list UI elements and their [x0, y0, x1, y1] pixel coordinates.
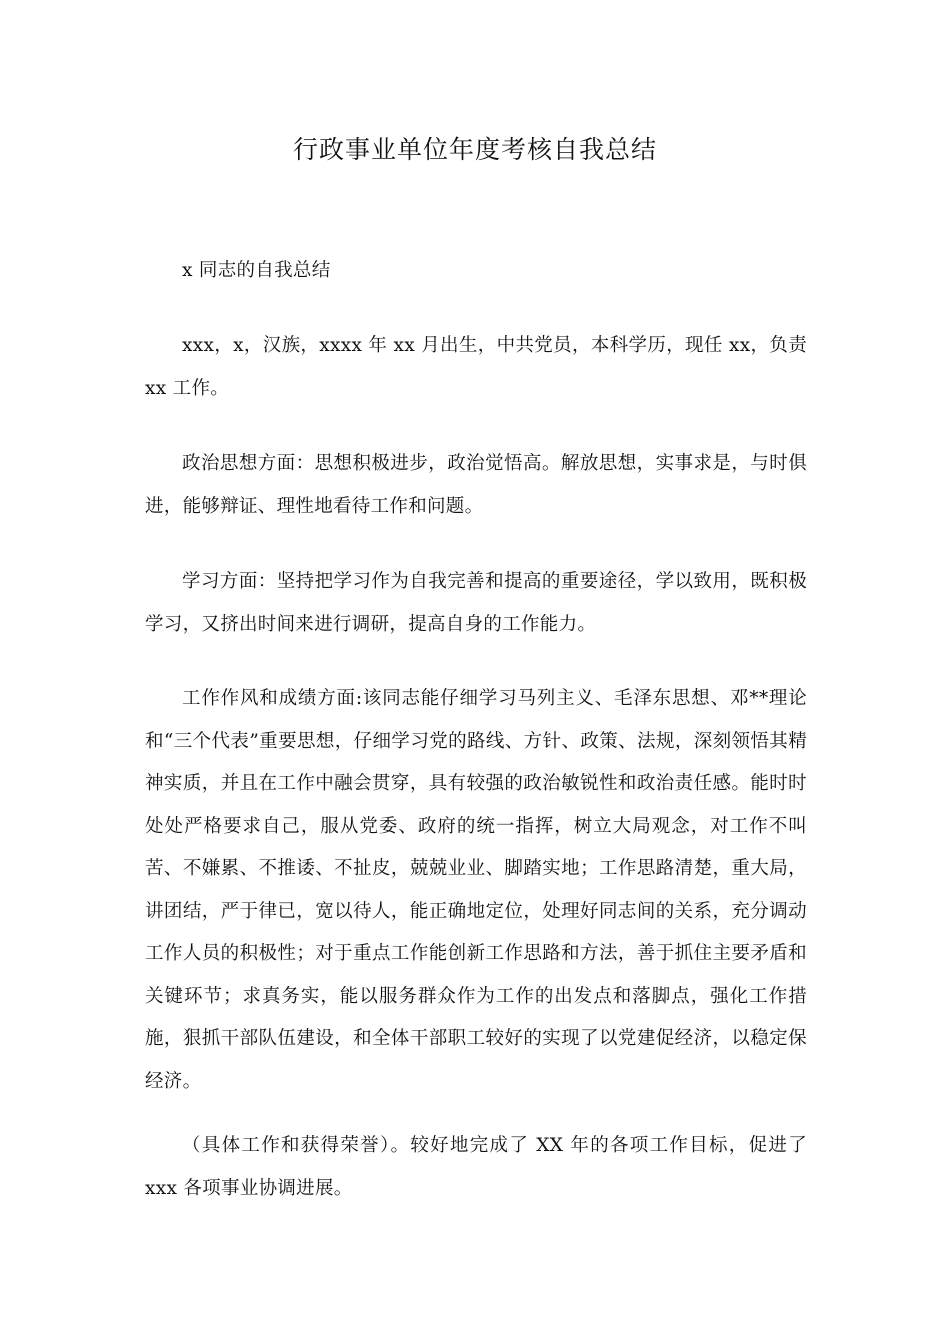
paragraph-achievements: （具体工作和获得荣誉）。较好地完成了 XX 年的各项工作目标，促进了 xxx 各项事业协调进展。 — [145, 1135, 807, 1199]
document-title: 行政事业单位年度考核自我总结 — [292, 135, 657, 164]
paragraph-political: 政治思想方面：思想积极进步，政治觉悟高。解放思想，实事求是，与时俱进，能够辩证、理性地看待工作和问题。 — [145, 453, 807, 517]
paragraph-study: 学习方面：坚持把学习作为自我完善和提高的重要途径，学以致用，既积极学习，又挤出时间来进行调研，提高自身的工作能力。 — [145, 571, 807, 635]
paragraph-work-style: 工作作风和成绩方面:该同志能仔细学习马列主义、毛泽东思想、邓**理论和“三个代表”重要思想，仔细学习党的路线、方针、政策、法规，深刻领悟其精神实质，并且在工作中融会贯穿，具有较强的政治敏锐性和政治责任感。能时时处处严格要求自己，服从党委、政府的统一指挥，树立大局观念，对工作不叫苦、不嫌累、不推诿、不扯皮，兢兢业业、脚踏实地；工作思路清楚，重大局，讲团结，严于律已，宽以待人，能正确地定位，处理好同志间的关系，充分调动工作人员的积极性；对于重点工作能创新工作思路和方法，善于抓住主要矛盾和关键环节；求真务实，能以服务群众作为工作的出发点和落脚点，强化工作措施，狠抓干部队伍建设，和全体干部职工较好的实现了以党建促经济，以稳定保经济。 — [145, 688, 807, 1092]
paragraph-heading: x 同志的自我总结 — [182, 260, 331, 281]
paragraph-personal-info: xxx，x，汉族，xxxx 年 xx 月出生，中共党员，本科学历，现任 xx，负责 xx 工作。 — [145, 335, 807, 399]
